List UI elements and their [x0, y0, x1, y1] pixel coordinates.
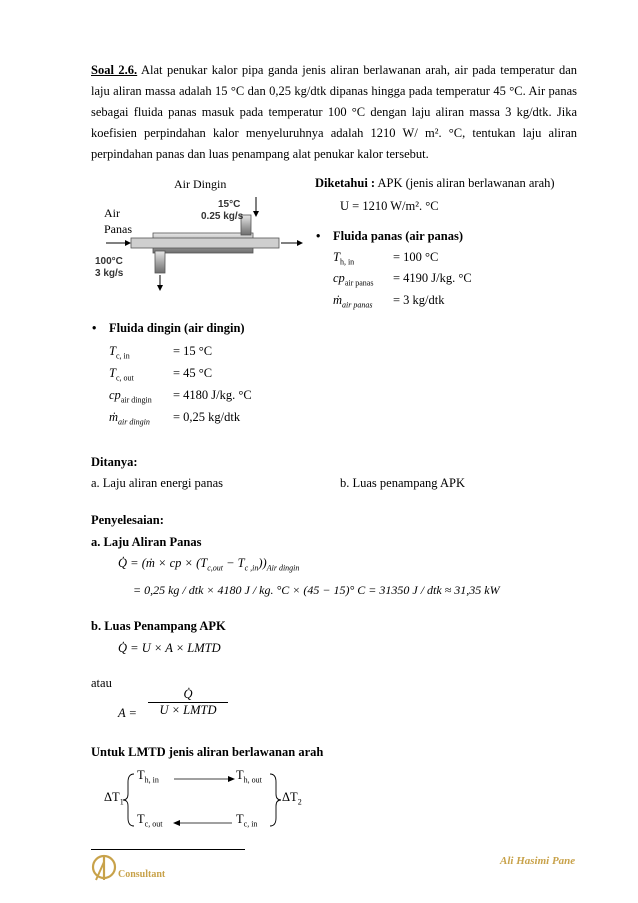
sym: ΔT	[282, 790, 298, 804]
hot-row	[333, 293, 445, 310]
cold-row	[109, 388, 252, 405]
solution-a-heading: a. Laju Aliran Panas	[91, 535, 202, 549]
val: = 0,25 kg/dtk	[173, 410, 241, 424]
sub: c, in	[243, 819, 258, 829]
heat-exchanger-figure	[91, 173, 306, 291]
equation-1	[118, 556, 299, 573]
sym: T	[137, 812, 145, 826]
problem-text: Alat penukar kalor pipa ganda jenis aliran berlawanan arah, air pada temperatur dan laju aliran massa adalah 15 °C dan 0,25 kg/dtk dipanas hingga pada temperatur 45 °C. Air panas sebagai fluida panas masuk pada temperatur 100 °C dengan laju aliran massa 3 kg/dtk. Jika koefisien perpindahan kalor menyeluruhnya adalah 1210 W/ m². °C, tentukan laju aliran perpindahan panas dan luas penampang alat penukar kalor tersebut.	[91, 63, 577, 161]
solution-b-heading: b. Luas Penampang APK	[91, 619, 226, 633]
lmtd-heading: Untuk LMTD jenis aliran berlawanan arah	[91, 745, 324, 759]
fraction-numerator: Q̇	[183, 687, 193, 701]
eq1-sub: c ,in	[244, 563, 259, 573]
solution-heading: Penyelesaian:	[91, 513, 164, 527]
sub: 2	[297, 797, 302, 807]
equation-4-left: A =	[118, 706, 137, 720]
sub: air panas	[344, 278, 374, 288]
val: = 4190 J/kg. °C	[393, 271, 472, 285]
eq1-part: Q̇ = (ṁ × cp × (T	[118, 556, 208, 570]
sub: 1	[119, 797, 124, 807]
sub: air panas	[342, 300, 373, 310]
hot-water-label-2: Panas	[104, 222, 132, 236]
cold-fluid-heading: • Fluida dingin (air dingin)	[109, 321, 245, 336]
u-value: U = 1210 W/m². °C	[340, 199, 439, 213]
cold-temp: 15°C	[218, 199, 241, 210]
lmtd-diagram	[120, 770, 290, 830]
hot-row	[333, 250, 439, 267]
problem-statement	[91, 60, 577, 165]
hot-water-label-1: Air	[104, 206, 120, 220]
sym: T	[236, 768, 244, 782]
known-desc: APK (jenis aliran berlawanan arah)	[377, 176, 555, 190]
cold-water-label: Air Dingin	[174, 177, 227, 191]
sym: ṁ	[109, 410, 119, 424]
author-name: Ali Hasimi Pane	[500, 855, 576, 867]
val: = 4180 J/kg. °C	[173, 388, 252, 402]
asked-b: b. Luas penampang APK	[340, 476, 465, 490]
val: = 3 kg/dtk	[393, 293, 445, 307]
eq1-part: − T	[222, 556, 245, 570]
consultant-logo	[91, 854, 121, 882]
val: = 15 °C	[173, 344, 213, 358]
known-heading	[315, 176, 555, 191]
val: = 45 °C	[173, 366, 213, 380]
problem-title: Soal 2.6.	[91, 63, 138, 77]
asked-heading: Ditanya:	[91, 455, 138, 469]
sub: h, in	[144, 775, 159, 785]
sub: air dingin	[118, 417, 150, 427]
sym: T	[137, 768, 145, 782]
eq1-tail: Air dingin	[266, 563, 300, 573]
sym: cp	[109, 388, 121, 402]
eq1-sub: c,out	[207, 563, 223, 573]
val: = 100 °C	[393, 250, 439, 264]
sub: h, in	[339, 257, 355, 267]
cold-row	[109, 366, 213, 383]
sym: T	[109, 344, 116, 358]
sym: cp	[333, 271, 345, 285]
hot-row	[333, 271, 472, 288]
sub: c, out	[144, 819, 163, 829]
sym: ṁ	[333, 293, 343, 307]
sym: ΔT	[104, 790, 120, 804]
equation-2: = 0,25 kg / dtk × 4180 J / kg. °C × (45 − 15)° C = 31350 J / dtk ≈ 31,35 kW	[133, 583, 500, 597]
eq1-part: ))	[258, 556, 267, 570]
cold-row	[109, 410, 241, 427]
consultant-text: Consultant	[118, 869, 166, 880]
hot-fluid-heading: • Fluida panas (air panas)	[333, 229, 463, 244]
known-label: Diketahui :	[315, 176, 376, 190]
atau-text: atau	[91, 676, 112, 690]
sym: T	[109, 366, 116, 380]
asked-a: a. Laju aliran energi panas	[91, 476, 224, 490]
footer-rule	[91, 849, 245, 850]
sub: c, out	[115, 373, 134, 383]
sub: air dingin	[120, 395, 152, 405]
fraction-denominator: U × LMTD	[159, 703, 217, 717]
equation-4-fraction	[148, 687, 228, 718]
logo-icon	[91, 854, 121, 882]
equation-3: Q̇ = U × A × LMTD	[118, 641, 221, 655]
sym: T	[236, 812, 244, 826]
cold-row	[109, 344, 213, 361]
hot-flow: 3 kg/s	[95, 268, 124, 279]
sub: c, in	[115, 351, 130, 361]
cold-flow: 0.25 kg/s	[201, 211, 244, 222]
hot-temp: 100°C	[95, 256, 123, 267]
sub: h, out	[243, 775, 262, 785]
sym: T	[333, 250, 340, 264]
